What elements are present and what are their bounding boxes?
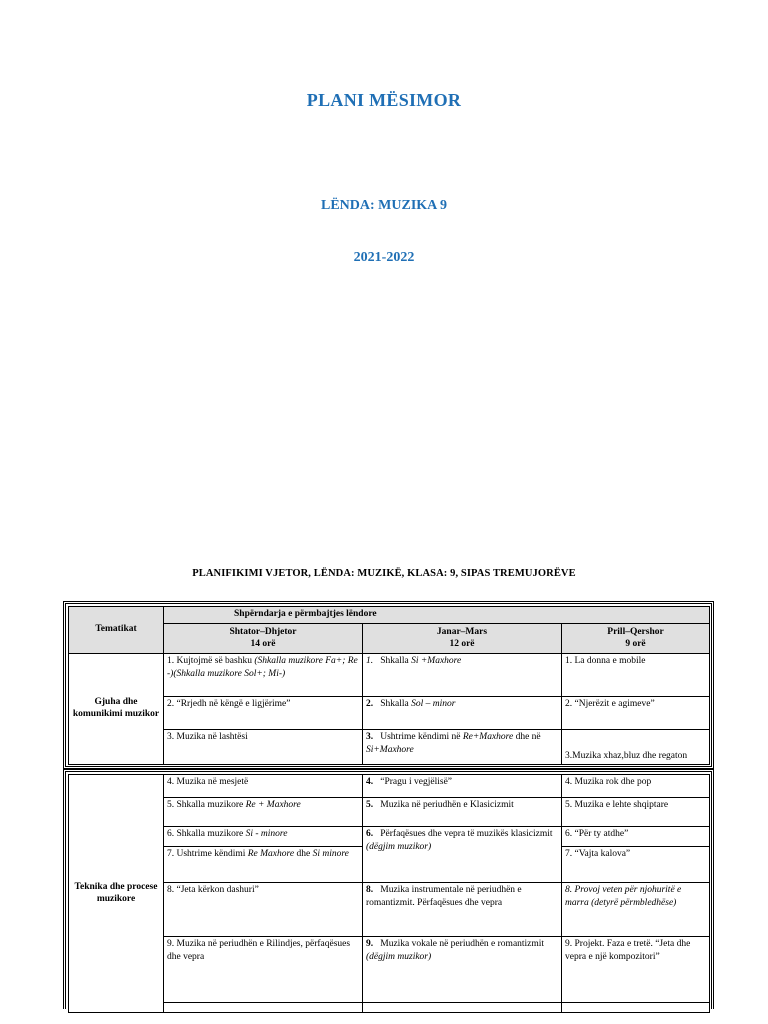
header-period-1 [164,624,363,654]
cell-r3-c1: 3. Muzika në lashtësi [164,730,363,765]
cell-italic: Re+Maxhore [462,732,514,742]
header-distribution: Shpërndarja e përmbajtjes lëndore [164,607,710,624]
cell-r3-c2 [363,730,562,765]
cell-r1-c2 [363,654,562,697]
plan-table-part-1 [68,606,710,765]
cell-r1-c1 [164,654,363,697]
period-1-name: Shtator–Dhjetor [229,626,297,637]
cell-italic: 8. Provoj veten për njohuritë e marra (detyrë përmbledhëse) [565,885,682,908]
period-1-hours: 14 orë [250,638,276,649]
cell-r7-c1 [164,847,363,883]
plan-heading: PLANIFIKIMI VJETOR, LËNDA: MUZIKË, KLASA: 9, SIPAS TREMUJORËVE [192,568,576,579]
cell-r6-c3: 6. “Për ty atdhe” [562,827,710,847]
period-2-hours: 12 orë [449,638,475,649]
cell-r1-c3: 1. La donna e mobile [562,654,710,697]
cell-text: Përfaqësues dhe vepra të muzikës klasicizmit [380,829,553,839]
header-period-3 [562,624,710,654]
table-row [69,730,710,765]
table-row [69,883,710,937]
table-row [69,654,710,697]
cell-italic: (Shkalla muzikore Fa+; Re -)(Shkalla muzikore Sol+; Mi-) [167,656,358,679]
cell-r9-c1: 9. Muzika në periudhën e Rilindjes, përfaqësues dhe vepra [164,937,363,1003]
cell-italic: Si - minore [245,829,288,839]
cell-r4-c3: 4. Muzika rok dhe pop [562,775,710,798]
theme-1: Gjuha dhe komunikimi muzikor [69,654,164,765]
item-number: 1. [366,656,374,666]
cell-text: Muzika vokale në periudhën e romantizmit [380,939,545,949]
cell-r8-c1: 8. “Jeta kërkon dashuri” [164,883,363,937]
cell-r5-c1 [164,798,363,827]
table-row [69,1003,710,1013]
cell-italic: Si+Maxhore [366,744,414,755]
cell-italic: Re + Maxhore [245,800,301,810]
item-number: 9. [366,939,374,949]
cell-text: Ushtrime këndimi në [380,732,461,742]
period-2-name: Janar–Mars [436,626,488,637]
cell-italic: Sol – minor [411,699,456,709]
cell-r7-c3: 7. “Vajta kalova” [562,847,710,883]
item-number: 4. [366,777,374,787]
cell-r6-c1 [164,827,363,847]
table-section-1 [63,601,714,769]
item-number: 8. [366,885,374,895]
cell-r2-c2 [363,697,562,730]
cell-text: “Pragu i vegjëlisë” [380,777,453,787]
cell-r4-c2 [363,775,562,798]
cell-r4-c1: 4. Muzika në mesjetë [164,775,363,798]
cell-italic: (dëgjim muzikor) [366,841,432,852]
cell-r5-c2 [363,798,562,827]
table-row [69,775,710,798]
cell-r9-c3: 9. Projekt. Faza e tretë. “Jeta dhe vepra e një kompozitori” [562,937,710,1003]
cell-r8-c2 [363,883,562,937]
theme-2: Teknika dhe procese muzikore [69,775,164,1013]
cell-text: 5. Shkalla muzikore [167,800,244,810]
cell-text: Muzika instrumentale në periudhën e romantizmit. Përfaqësues dhe vepra [366,885,522,908]
item-number: 6. [366,829,374,839]
cell-text: 6. Shkalla muzikore [167,829,244,839]
table-row [69,937,710,1003]
cell-text: 7. Ushtrime këndimi [167,849,246,859]
cell-text: Muzika në periudhën e Klasicizmit [380,800,514,810]
cell-r6-c2 [363,827,562,883]
cell-r5-c3: 5. Muzika e lehte shqiptare [562,798,710,827]
item-number: 5. [366,800,374,810]
cell-text: Shkalla [380,656,409,666]
subject-line: LËNDA: MUZIKA 9 [320,198,447,213]
table-row [69,798,710,827]
table-section-2 [63,769,714,1009]
cell-text: 1. Kujtojmë së bashku [167,656,252,666]
table-row [69,697,710,730]
item-number: 2. [366,699,374,709]
cell-text: dhe [296,849,311,859]
period-3-name: Prill–Qershor [607,626,664,637]
cell-italic: Si minore [312,849,349,859]
school-year: 2021-2022 [353,250,415,265]
header-period-2 [363,624,562,654]
cell-r2-c1: 2. “Rrjedh në këngë e ligjërime” [164,697,363,730]
item-number: 3. [366,732,374,742]
cell-r2-c3: 2. “Njerëzit e agimeve” [562,697,710,730]
cell-empty [164,1003,363,1013]
cell-empty [363,1003,562,1013]
cell-r8-c3 [562,883,710,937]
cell-text: dhe në [515,732,541,742]
table-row [69,827,710,847]
period-3-hours: 9 orë [625,638,646,649]
cell-text: Shkalla [380,699,409,709]
cell-italic: Re Maxhore [247,849,295,859]
header-themes: Tematikat [69,607,164,654]
cell-r3-c3: 3.Muzika xhaz,bluz dhe regaton [562,730,710,765]
plan-table-part-2 [68,774,710,1013]
cell-italic: (dëgjim muzikor) [366,951,432,962]
cell-r9-c2 [363,937,562,1003]
document-title: PLANI MËSIMOR [306,90,462,110]
cell-empty [562,1003,710,1013]
cell-italic: Si +Maxhore [411,656,462,666]
